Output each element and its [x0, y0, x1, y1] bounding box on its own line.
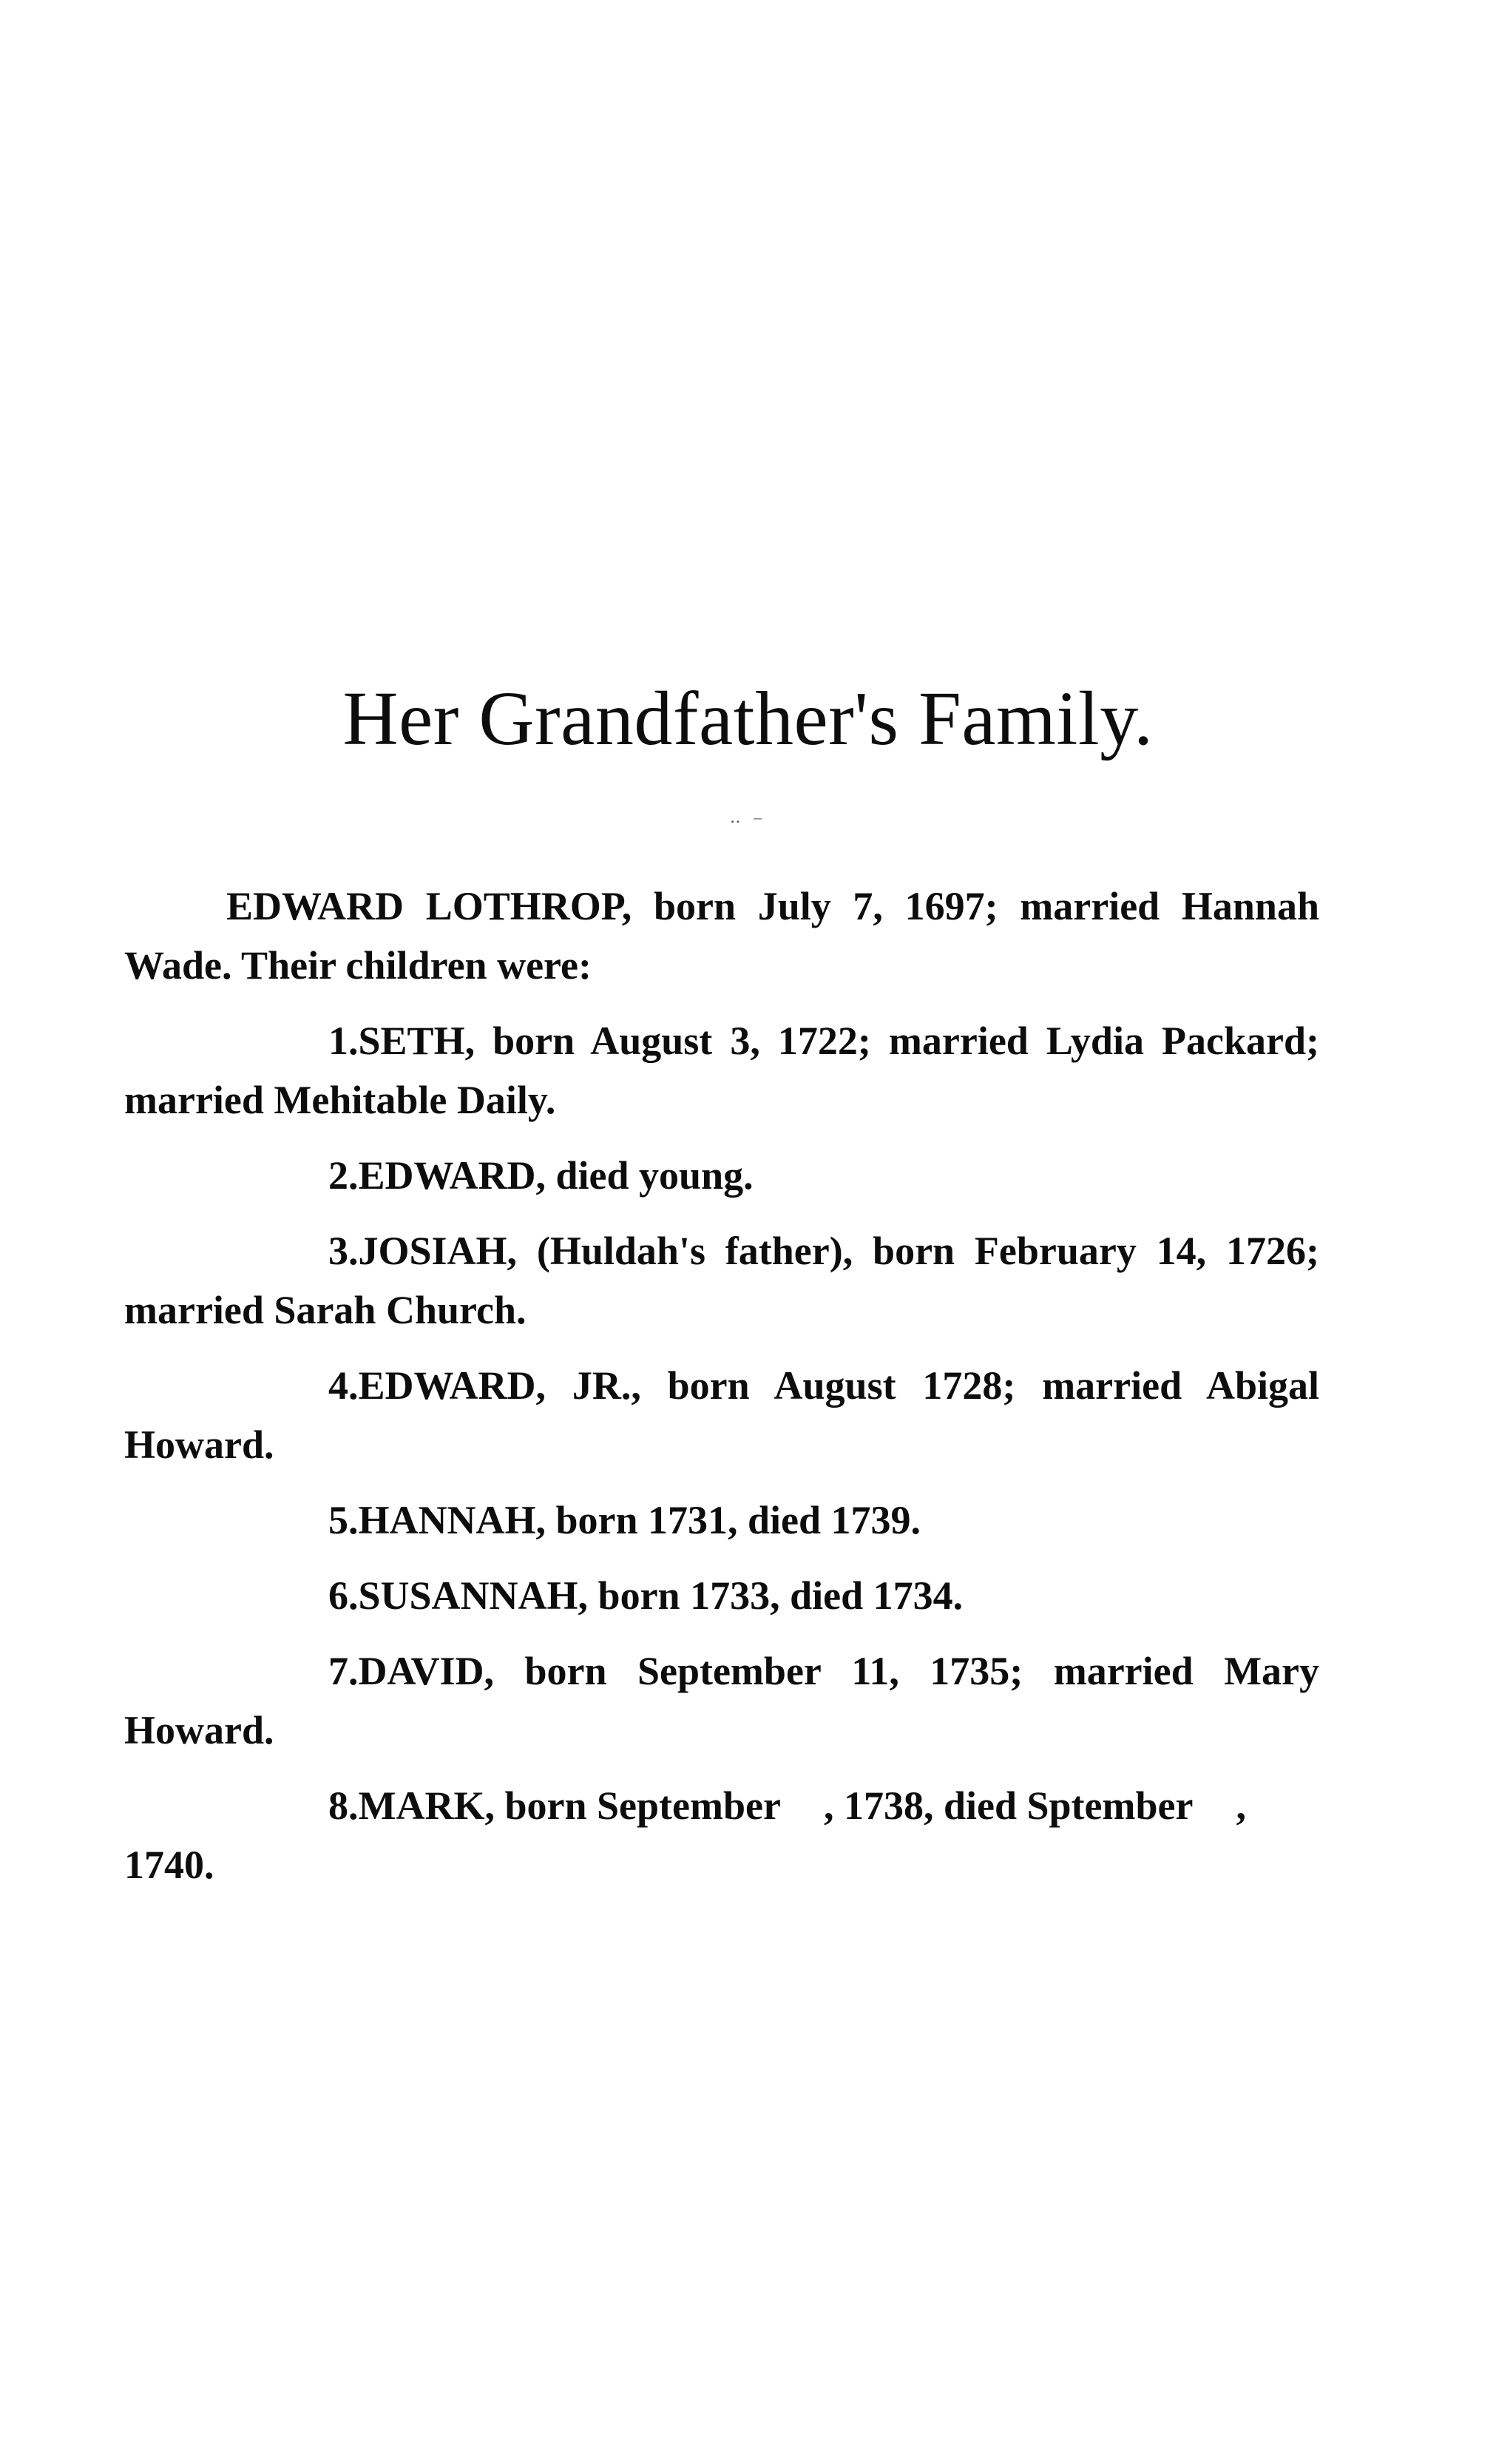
item-number: 7. [328, 1649, 359, 1693]
list-item [124, 1566, 1319, 1625]
item-text: EDWARD, died young. [358, 1153, 754, 1198]
item-text: , 1740. [124, 1783, 1246, 1887]
title-ornament: ‥ – [729, 808, 767, 826]
item-text: , 1738, died Sptember [823, 1783, 1194, 1828]
item-number: 3. [328, 1229, 359, 1273]
item-number: 8. [328, 1783, 359, 1828]
family-record [124, 877, 1319, 1911]
list-item [124, 1641, 1319, 1760]
item-text: SUSANNAH, born 1733, died 1734. [358, 1573, 964, 1618]
item-number: 6. [328, 1573, 359, 1618]
list-item [124, 1221, 1319, 1340]
item-number: 5. [328, 1498, 359, 1542]
item-text: JOSIAH, (Huldah's father), born February 14, 1726; married Sarah Church. [124, 1229, 1319, 1332]
list-item [124, 1491, 1319, 1550]
item-number: 1. [328, 1019, 359, 1063]
list-item [124, 1011, 1319, 1130]
item-text: SETH, born August 3, 1722; married Lydia Packard; married Mehitable Daily. [124, 1019, 1319, 1122]
item-number: 2. [328, 1153, 359, 1198]
page-title: Her Grandfather's Family. [342, 676, 1154, 761]
intro-paragraph: EDWARD LOTHROP, born July 7, 1697; married Hannah Wade. Their children were: [124, 884, 1319, 988]
item-text: DAVID, born September 11, 1735; married Mary Howard. [124, 1649, 1319, 1752]
list-item [124, 1776, 1319, 1894]
item-number: 4. [328, 1363, 359, 1408]
list-item [124, 1146, 1319, 1205]
list-item [124, 1356, 1319, 1474]
item-text: EDWARD, JR., born August 1728; married Abigal Howard. [124, 1363, 1319, 1467]
item-text: MARK, born September [358, 1783, 781, 1828]
item-text: HANNAH, born 1731, died 1739. [358, 1498, 921, 1542]
